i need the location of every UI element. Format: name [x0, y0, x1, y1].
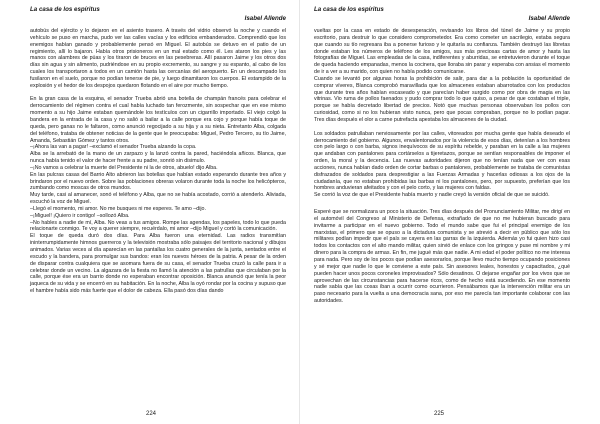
page-header: [314, 6, 570, 28]
paragraph: En la gran casa de la esquina, el senador Trueba abrió una botella de champán francés para celebrar el derrocamiento del régimen contra el cual había luchado tan ferozmente, sin sospechar que en ese mismo momento a su hijo Jaime estaban quemándole los testículos con un cigarrillo importado. El viejo colgó la bandera en la entrada de la casa y no salió a bailar a la calle porque era cojo y porque había toque de queda, pero ganas no le faltaron, como anunció regocijado a su hija y a su nieta. Entretanto Alba, colgada del teléfono, trataba de obtener noticias de la gente que le preocupaba: Miguel, Pedro Tercero, su tío Jaime, Amanda, Sebastián Gómez y tantos otros.: [30, 96, 286, 144]
page-body: [30, 28, 286, 295]
section-break: [314, 199, 570, 209]
running-author: Isabel Allende: [528, 15, 570, 22]
paragraph: El toque de queda duró dos días. Para Alba fueron una eternidad. Las radios transmitían ininterrumpidamente himnos guerreros y la televisión mostraba sólo paisajes del territorio nacional y dibujos animados. Varias veces al día aparecían en las pantallas los cuatro generales de la junta, sentados entre el escudo y la bandera, para promulgar sus bandos: eran los nuevos héroes de la patria. A pesar de la orden de disparar contra cualquiera que se asomara fuera de su casa, el senador Trueba cruzó la calle para ir a celebrar donde un vecino. La algazara de la fiesta no llamó la atención a las patrullas que circulaban por la calle, porque ése era un barrio donde no esperaban encontrar oposición. Blanca anunció que tenía la peor jaqueca de su vida y se encerró en su habitación. En la noche, Alba la oyó rondar por la cocina y supuso que el hambre había sido más fuerte que el dolor de cabeza. Ella pasó dos días dando: [30, 233, 286, 295]
paragraph: vueltas por la casa en estado de desesperación, revisando los libros del túnel de Jaime y su propio escritorio, para destruir lo que considero comprometedor. Era como cometer un sacrilegio, estaba segura que cuando su tío regresara iba a ponerse furioso y le quitaría su confianza. También destruyó las libretas donde estaban los números de teléfono de los amigos, sus más preciosas cartas de amor y hasta las fotografías de Miguel. Las empleadas de la casa, indiferentes y aburridas, se entretuvieron durante el toque de queda haciendo empanadas, menos la cocinera, que lloraba sin parar y esperaba con ansias el momento de ir a ver a su marido, con quien no había podido comunicarse.: [314, 28, 570, 76]
running-title: La casa de los espíritus: [314, 6, 384, 13]
paragraph: –¡Ahora las van a pagar! –exclamó el senador Trueba alzando la copa.: [30, 144, 197, 151]
paragraph: Esperé que se normalizara un poco la situación. Tres días después del Pronunciamiento Militar, me dirigí en el automóvil del Congreso al Ministerio de Defensa, extrañado de que no me hubieran buscado para invitarme a participar en el nuevo gobierno. Todo el mundo sabe que fui el principal enemigo de los marxistas, el primero que se opuso a la dictadura comunista y se atrevió a decir en público que sólo los militares podían impedir que el país se cayera en las garras de la izquierda. Además yo fui quien hizo casi todos los contactos con el alto mando militar, quien sirvió de enlace con los gringos y puse mi nombre y mi dinero para la compra de armas. En fin, me jugué más que nadie. A mi edad el poder político no me interesa para nada. Pero soy de los pocos que podían asesorarlos, porque llevo mucho tiempo ocupando posiciones y sé mejor que nadie lo que le conviene a este país. Sin asesores leales, honestos y capacitados, ¿qué pueden hacer unos pocos coroneles improvisados? Sólo desatinos. O dejarse engañar por los vivos que se aprovechan de las circunstancias para hacerse ricos, como de hecho está sucediendo. En ese momento nadie sabía que las cosas iban a ocurrir como ocurrieron. Pensábamos que la intervención militar era un paso necesario para la vuelta a una democracia sana, por eso me parecía tan importante colaborar con las autoridades.: [314, 209, 570, 305]
paragraph: autobús del ejército y lo dejaron en el asiento trasero. A través del vidrio observó la noche y cuando el vehículo se puso en marcha, pudo ver las calles vacías y los edificios embanderados. Comprendió que los enemigos habían ganado y probablemente pensó en Miguel. El autobús se detuvo en el patio de un regimiento, allí lo bajaron. Había otros prisioneros en un mal estado como él. Les ataron los pies y las manos con alambres de púas y los tiraron de bruces en las pesebreras. Allí pasaron Jaime y los otros dos días sin agua y sin alimento, pudriéndose en su propio excremento, su sangre y su espanto, al cabo de los cuales los transportaron a todos en un camión hasta las cercanías del aeropuerto. En un descampado los fusilaron en el suelo, porque no podían tenerse de pie, y luego dinamitaron los cuerpos. El estampido de la explosión y el hedor de los despojos quedaron flotando en el aire por mucho tiempo.: [30, 28, 286, 89]
paragraph: –Llegó el momento, mi amor. No me busques ni me esperes. Te amo –dijo.: [30, 205, 206, 212]
running-title: La casa de los espíritus: [30, 6, 100, 13]
running-author: Isabel Allende: [244, 15, 286, 22]
paragraph: –No hables a nadie de mí, Alba. No veas a tus amigos. Rompe las agendas, los papeles, todo lo que pueda relacionarte conmigo. Te voy a querer siempre, recuérdalo, mi amor –dijo Miguel y cortó la comunicación.: [30, 219, 286, 233]
paragraph: Alba se la arrebató de la mano de un zarpazo y la lanzó contra la pared, haciéndola añicos. Blanca, que nunca había tenido el valor de hacer frente a su padre, sonrió sin disimulo.: [30, 151, 286, 165]
page-number: 225: [434, 411, 445, 417]
page-header: [30, 6, 286, 28]
paragraph: Muy tarde, casi al amanecer, sonó el teléfono y Alba, que no se había acostado, corrió a atenderlo. Aliviada, escuchó la voz de Miguel.: [30, 192, 286, 206]
right-page: [300, 0, 600, 424]
page-body: [314, 28, 570, 305]
paragraph: En las pulcras casas del Barrio Alto abrieron las botellas que habían estado esperando durante tres años y brindaron por el nuevo orden. Sobre las poblaciones obreras volaron durante toda la noche los helicópteros, zumbando como moscas de otros mundos.: [30, 171, 286, 192]
paragraph: –¡Miguel! ¡Quiero ir contigo! –sollozó Alba.: [30, 212, 130, 219]
paragraph: –¡No vamos a celebrar la muerte del Presidente ni la de otros, abuelo! dijo Alba.: [30, 164, 218, 171]
paragraph: Los soldados patrullaban nerviosamente por las calles, vitoreados por mucha gente que había deseado el derrocamiento del gobierno. Algunos, envalentonados por la violencia de esos días, detenían a los hombres con pelo largo o con barba, signos inequívocos de su espíritu rebelde, y paraban en la calle a las mujeres que andaban con pantalones para cortárselos a tijeretazos, porque se sentían responsables de imponer el orden, la moral y la decencia. Las nuevas autoridades dijeron que no tenían nada que ver con esas acciones, nunca habían dado orden de cortar barbas o pantalones, probablemente se trataba de comunistas disfrazados de soldados para desprestigiar a las Fuerzas Armadas y hacerlas odiosas a los ojos de la ciudadanía, que no estaban prohibidas las barbas ni los pantalones, pero, por supuesto, preferían que los hombres anduvieran afeitados y con el pelo corto, y las mujeres con faldas.: [314, 130, 570, 192]
page-number: 224: [146, 411, 157, 417]
paragraph: Cuando se levantó por algunas horas la prohibición de salir, para dar a la población la oportunidad de comprar víveres, Blanca comprobó maravillada que los almacenes estaban abarrotados con los productos que durante tres años habían escaseado y que parecían haber surgido como por obra de magia en las vitrinas. Vio ruma de pollos faenados y pudo comprar todo lo que quiso, a pesar de que costaban el triple, porque se había decretado libertad de precios. Notó que muchas personas observaban los pollos con curiosidad, como si no los hubieran visto nunca, pero que pocas compraban, porque no lo podían pagar. Tres días después el olor a carne putrefacta apestaba los almacenes de la ciudad.: [314, 75, 570, 123]
paragraph: Se corrió la voz de que el Presidente había muerto y nadie creyó la versión oficial de que se suicidó.: [314, 192, 550, 199]
